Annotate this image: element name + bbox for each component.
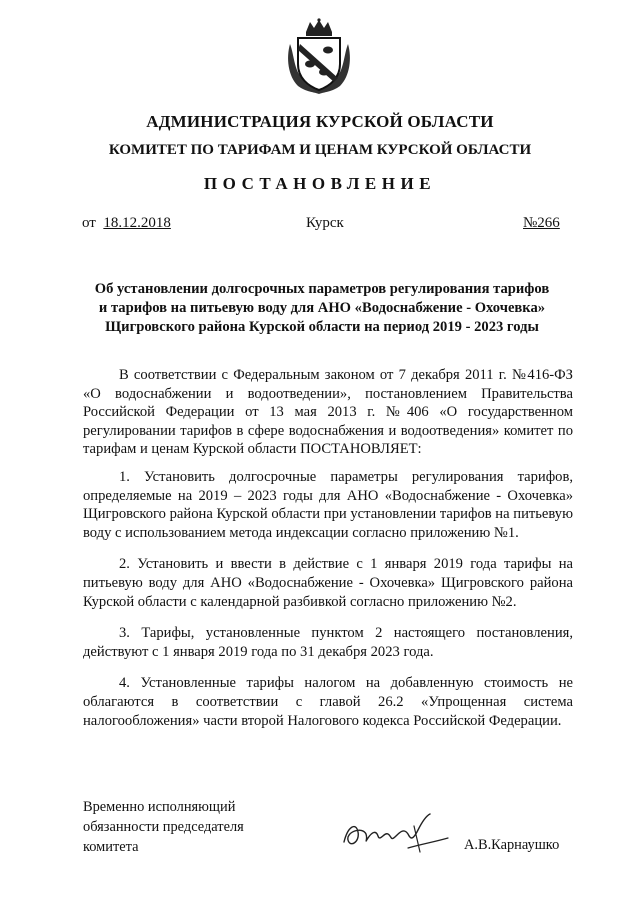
item-paragraph-2: 2. Установить и ввести в действие с 1 января 2019 года тарифы на питьевую воду для АНО «Водоснабжение - Охочевка» Щигровского района Курской области с календарной разбивкой согласно приложению №2. [83, 556, 573, 610]
document-type: ПОСТАНОВЛЕНИЕ [203, 174, 437, 193]
document-subject [72, 280, 572, 337]
subject-line: и тарифов на питьевую воду для АНО «Водоснабжение - Охочевка» [98, 300, 546, 316]
signatory-name: А.В.Карнаушко [464, 837, 560, 853]
signatory-title-line: Временно исполняющий [83, 799, 236, 815]
document-number: №266 [523, 215, 560, 231]
document-city: Курск [306, 215, 344, 231]
date-value: 18.12.2018 [103, 215, 171, 231]
item-paragraph-4: 4. Установленные тарифы налогом на добавленную стоимость не облагаются в соответствии с главой 26.2 «Упрощенная система налогообложения» части второй Налогового кодекса Российской Федерации. [83, 675, 573, 729]
item-paragraph-3: 3. Тарифы, установленные пунктом 2 настоящего постановления, действуют с 1 января 2019 года по 31 декабря 2023 года. [83, 625, 573, 660]
document-body [83, 366, 573, 743]
signatory-title-line: комитета [83, 839, 139, 855]
item-paragraph-1: 1. Установить долгосрочные параметры регулирования тарифов, определяемые на 2019 – 2023 годы для АНО «Водоснабжение - Охочевка» Щигровского района Курской области при установлении тарифов на питьевую воду с использованием метода индексации согласно приложению №1. [83, 468, 573, 541]
signatory-title [83, 797, 244, 857]
administration-title: АДМИНИСТРАЦИЯ КУРСКОЙ ОБЛАСТИ [146, 112, 494, 131]
preamble-paragraph: В соответствии с Федеральным законом от 7 декабря 2011 г. №416-ФЗ «О водоснабжении и водоотведении», постановлением Правительства Российской Федерации от 13 мая 2013 г. №406 «О государственном регулировании тарифов в сфере водоснабжения и водоотведения» комитет по тарифам и ценам Курской области ПОСТАНОВЛЯЕТ: [83, 367, 573, 458]
handwritten-signature [338, 808, 450, 858]
document-date [82, 215, 171, 232]
date-prefix: от [82, 215, 96, 231]
subject-line: Щигровского района Курской области на период 2019 - 2023 годы [105, 319, 539, 335]
committee-title: КОМИТЕТ ПО ТАРИФАМ И ЦЕНАМ КУРСКОЙ ОБЛАСТИ [108, 142, 532, 158]
subject-line: Об установлении долгосрочных параметров регулирования тарифов [94, 281, 550, 297]
kursk-coat-of-arms-icon [284, 18, 354, 96]
signatory-title-line: обязанности председателя [83, 819, 244, 835]
